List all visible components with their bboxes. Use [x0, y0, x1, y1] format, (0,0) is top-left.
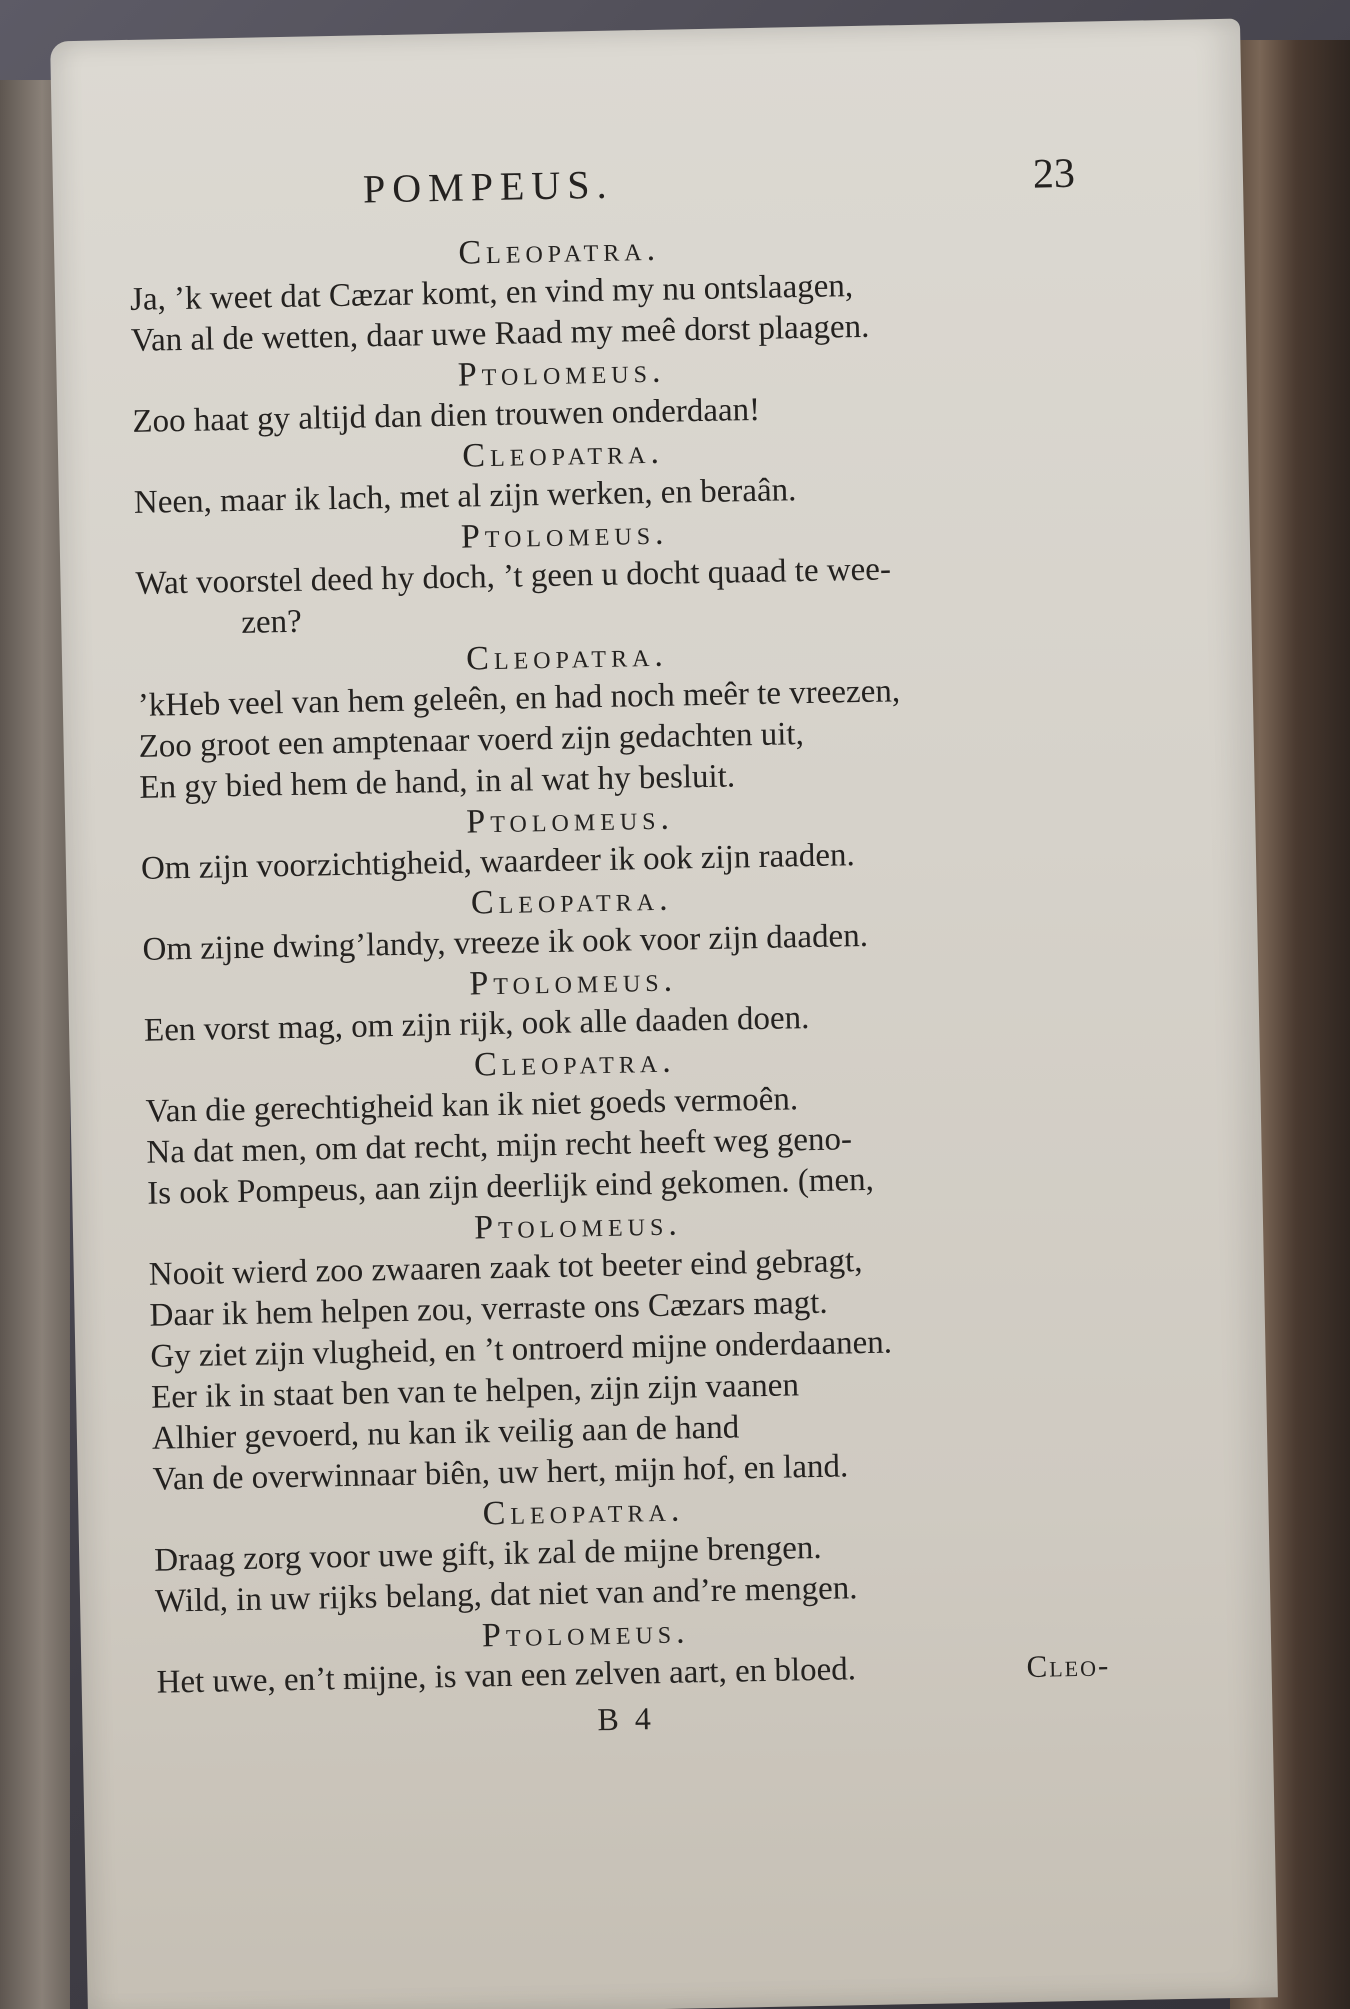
verse-line: Zoo haat gy altijd dan dien trouwen onderdaan!: [132, 391, 761, 440]
verse-line: En gy bied hem de hand, in al wat hy besluit.: [139, 758, 736, 806]
verse-line: Van de overwinnaar biên, uw hert, mijn hof, en land.: [152, 1448, 849, 1498]
verse-line: Neen, maar ik lach, met al zijn werken, en beraân.: [133, 472, 797, 521]
verse-line: Nooit wierd zoo zwaaren zaak tot beeter eind gebragt,: [148, 1243, 863, 1293]
speaker-name: Ptolomeus.: [457, 352, 666, 394]
speaker-name: Cleopatra.: [458, 230, 661, 272]
dialogue-body: [129, 221, 1167, 1704]
page-number: 23: [1032, 150, 1076, 198]
speaker-name: Cleopatra.: [482, 1491, 685, 1533]
verse-continuation: zen?: [240, 603, 303, 641]
running-title: POMPEUS.: [362, 161, 614, 212]
verse-line: Wild, in uw rijks belang, dat niet van and’re mengen.: [154, 1570, 858, 1620]
catchword: Cleo-: [1026, 1647, 1111, 1684]
verse-line: Het uwe, en’t mijne, is van een zelven aart, en bloed.: [156, 1651, 857, 1701]
verse-line: Eer ik in staat ben van te helpen, zijn zijn vaanen: [150, 1367, 800, 1416]
speaker-name: Cleopatra.: [470, 880, 673, 922]
signature-mark: B 4: [597, 1700, 656, 1738]
speaker-name: Ptolomeus.: [465, 799, 675, 841]
speaker-name: Ptolomeus.: [473, 1205, 683, 1247]
verse-line: Wat voorstel deed hy doch, ’t geen u docht quaad te wee-: [135, 551, 892, 602]
verse-line: Zoo groot een amptenaar voerd zijn gedachten uit,: [138, 716, 805, 765]
verse-line: Draag zorg voor uwe gift, ik zal de mijne brengen.: [153, 1529, 822, 1579]
speaker-name: Cleopatra.: [473, 1042, 676, 1084]
verse-line: Van al de wetten, daar uwe Raad my meê dorst plaagen.: [130, 308, 870, 359]
text-block: [127, 141, 1168, 1774]
verse-line: Alhier gevoerd, nu kan ik veilig aan de hand: [151, 1409, 740, 1457]
verse-line: Om zijn voorzichtigheid, waardeer ik ook zijn raaden.: [140, 837, 856, 887]
verse-line: Daar ik hem helpen zou, verraste ons Cæzars magt.: [149, 1284, 828, 1334]
verse-line: Een vorst mag, om zijn rijk, ook alle daaden doen.: [143, 1000, 810, 1049]
verse-line: Na dat men, om dat recht, mijn recht heeft weg geno-: [146, 1121, 853, 1171]
verse-line: Ja, ’k weet dat Cæzar komt, en vind my nu ontslaagen,: [129, 268, 854, 318]
speaker-name: Ptolomeus.: [481, 1613, 690, 1655]
verse-line: Is ook Pompeus, aan zijn deerlijk eind gekomen. (men,: [146, 1161, 875, 1212]
speaker-name: Cleopatra.: [461, 433, 665, 475]
verse-line: Van die gerechtigheid kan ik niet goeds vermoên.: [145, 1081, 799, 1130]
verse-line: Gy ziet zijn vlugheid, en ’t ontroerd mijne onderdaanen.: [150, 1324, 893, 1375]
book-page: [50, 19, 1278, 2009]
speaker-name: Ptolomeus.: [460, 514, 669, 556]
speaker-name: Ptolomeus.: [469, 961, 678, 1003]
verse-line: Om zijne dwing’landy, vreeze ik ook voor zijn daaden.: [142, 917, 869, 968]
speaker-name: Cleopatra.: [465, 636, 669, 678]
verse-line: ’kHeb veel van hem geleên, en had noch meêr te vreezen,: [137, 673, 901, 724]
